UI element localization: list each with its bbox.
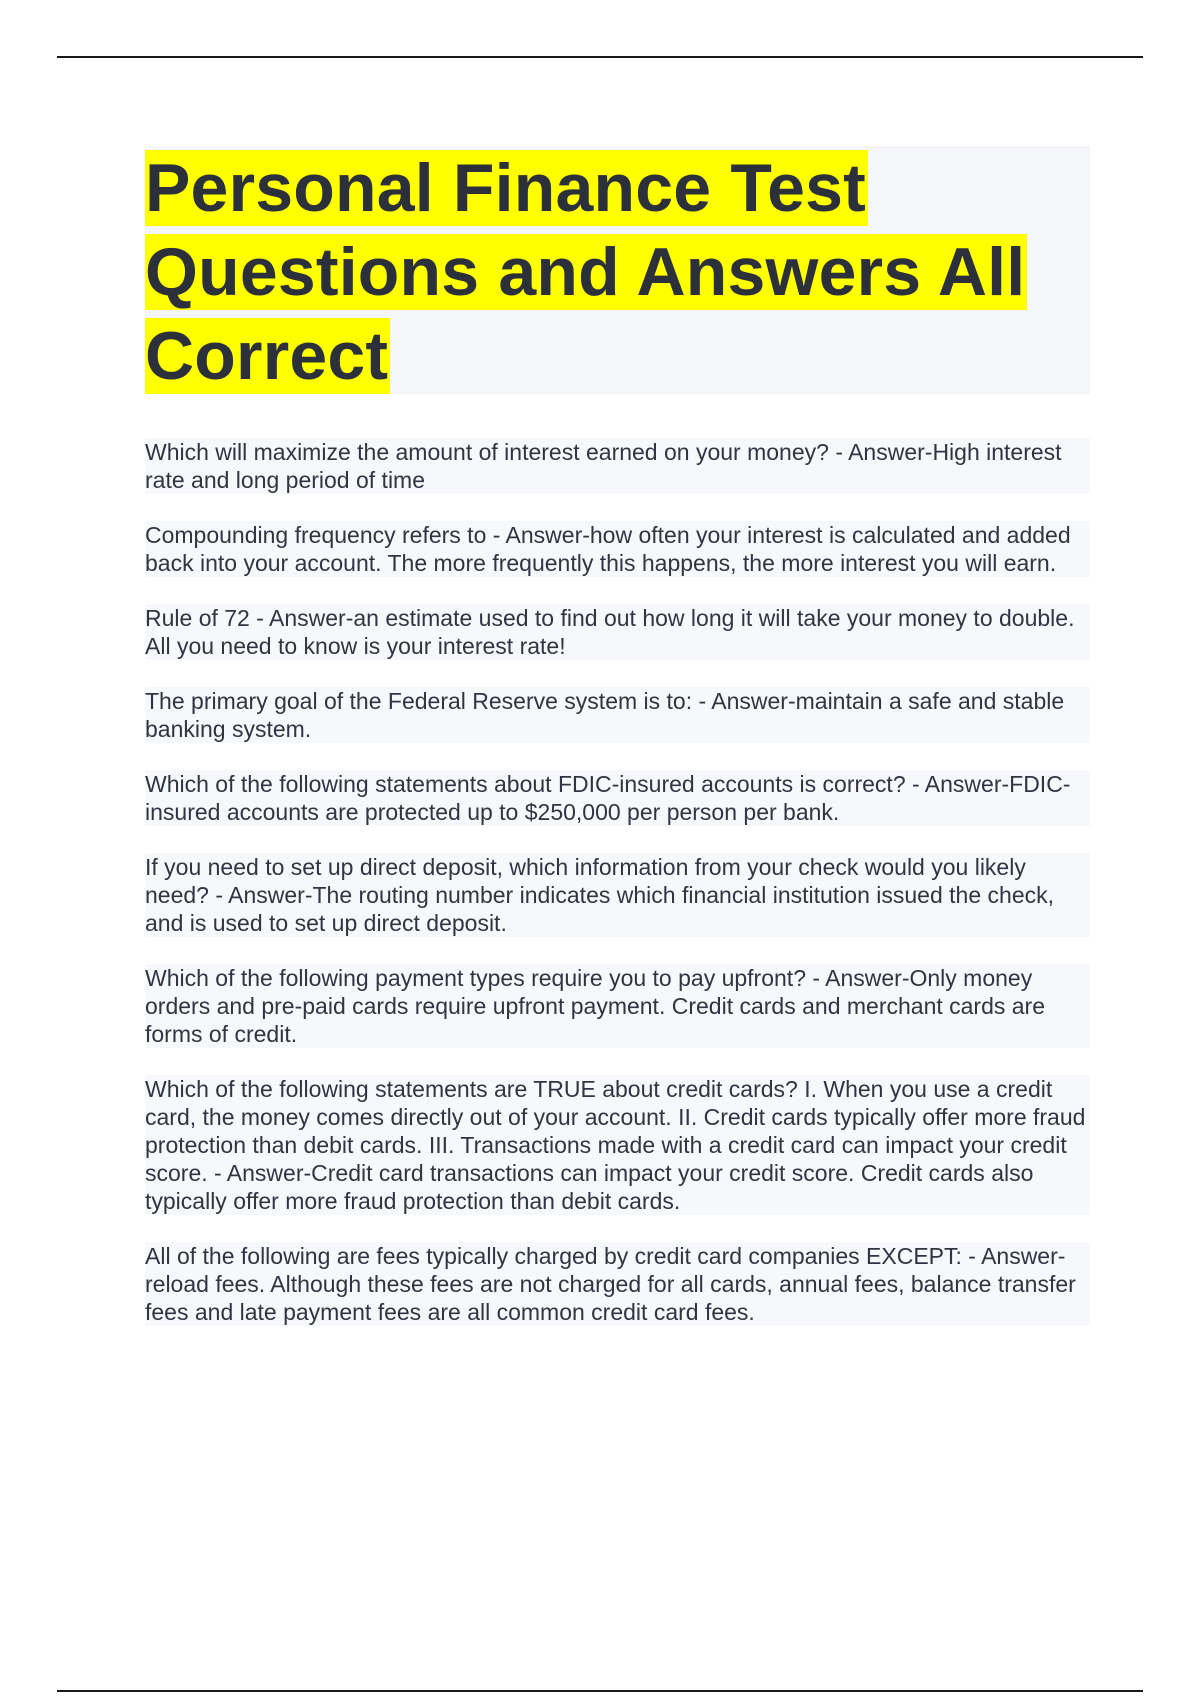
top-divider — [57, 56, 1143, 58]
qa-item-8: Which of the following statements are TRUE about credit cards? I. When you use a credit card, the money comes directly out of your account. II. Credit cards typically offer more fraud protection than debit cards. III. Transactions made with a credit card can impact your credit score. - Answer-Credit card transactions can impact your credit score. Credit cards also typically offer more fraud protection than debit cards. — [145, 1075, 1090, 1215]
title-line-2: Questions and Answers All — [145, 234, 1026, 310]
qa-item-5: Which of the following statements about FDIC-insured accounts is correct? - Answer-FDIC-insured accounts are protected up to $250,000 per person per bank. — [145, 770, 1090, 826]
qa-item-9: All of the following are fees typically charged by credit card companies EXCEPT: - Answer-reload fees. Although these fees are not charged for all cards, annual fees, balance transfer fees and late payment fees are all common credit card fees. — [145, 1242, 1090, 1326]
qa-item-7: Which of the following payment types require you to pay upfront? - Answer-Only money orders and pre-paid cards require upfront payment. Credit cards and merchant cards are forms of credit. — [145, 964, 1090, 1048]
qa-item-4: The primary goal of the Federal Reserve system is to: - Answer-maintain a safe and stable banking system. — [145, 687, 1090, 743]
bottom-divider — [57, 1690, 1143, 1692]
qa-list — [145, 438, 1090, 1353]
title-line-1: Personal Finance Test — [145, 150, 866, 226]
title-block — [145, 146, 1090, 394]
qa-item-3: Rule of 72 - Answer-an estimate used to find out how long it will take your money to double. All you need to know is your interest rate! — [145, 604, 1090, 660]
qa-item-6: If you need to set up direct deposit, which information from your check would you likely need? - Answer-The routing number indicates which financial institution issued the check, and is used to set up direct deposit. — [145, 853, 1090, 937]
qa-item-1: Which will maximize the amount of interest earned on your money? - Answer-High interest rate and long period of time — [145, 438, 1090, 494]
title-line-3: Correct — [145, 318, 389, 394]
page-title — [145, 146, 1090, 398]
qa-item-2: Compounding frequency refers to - Answer-how often your interest is calculated and added back into your account. The more frequently this happens, the more interest you will earn. — [145, 521, 1090, 577]
